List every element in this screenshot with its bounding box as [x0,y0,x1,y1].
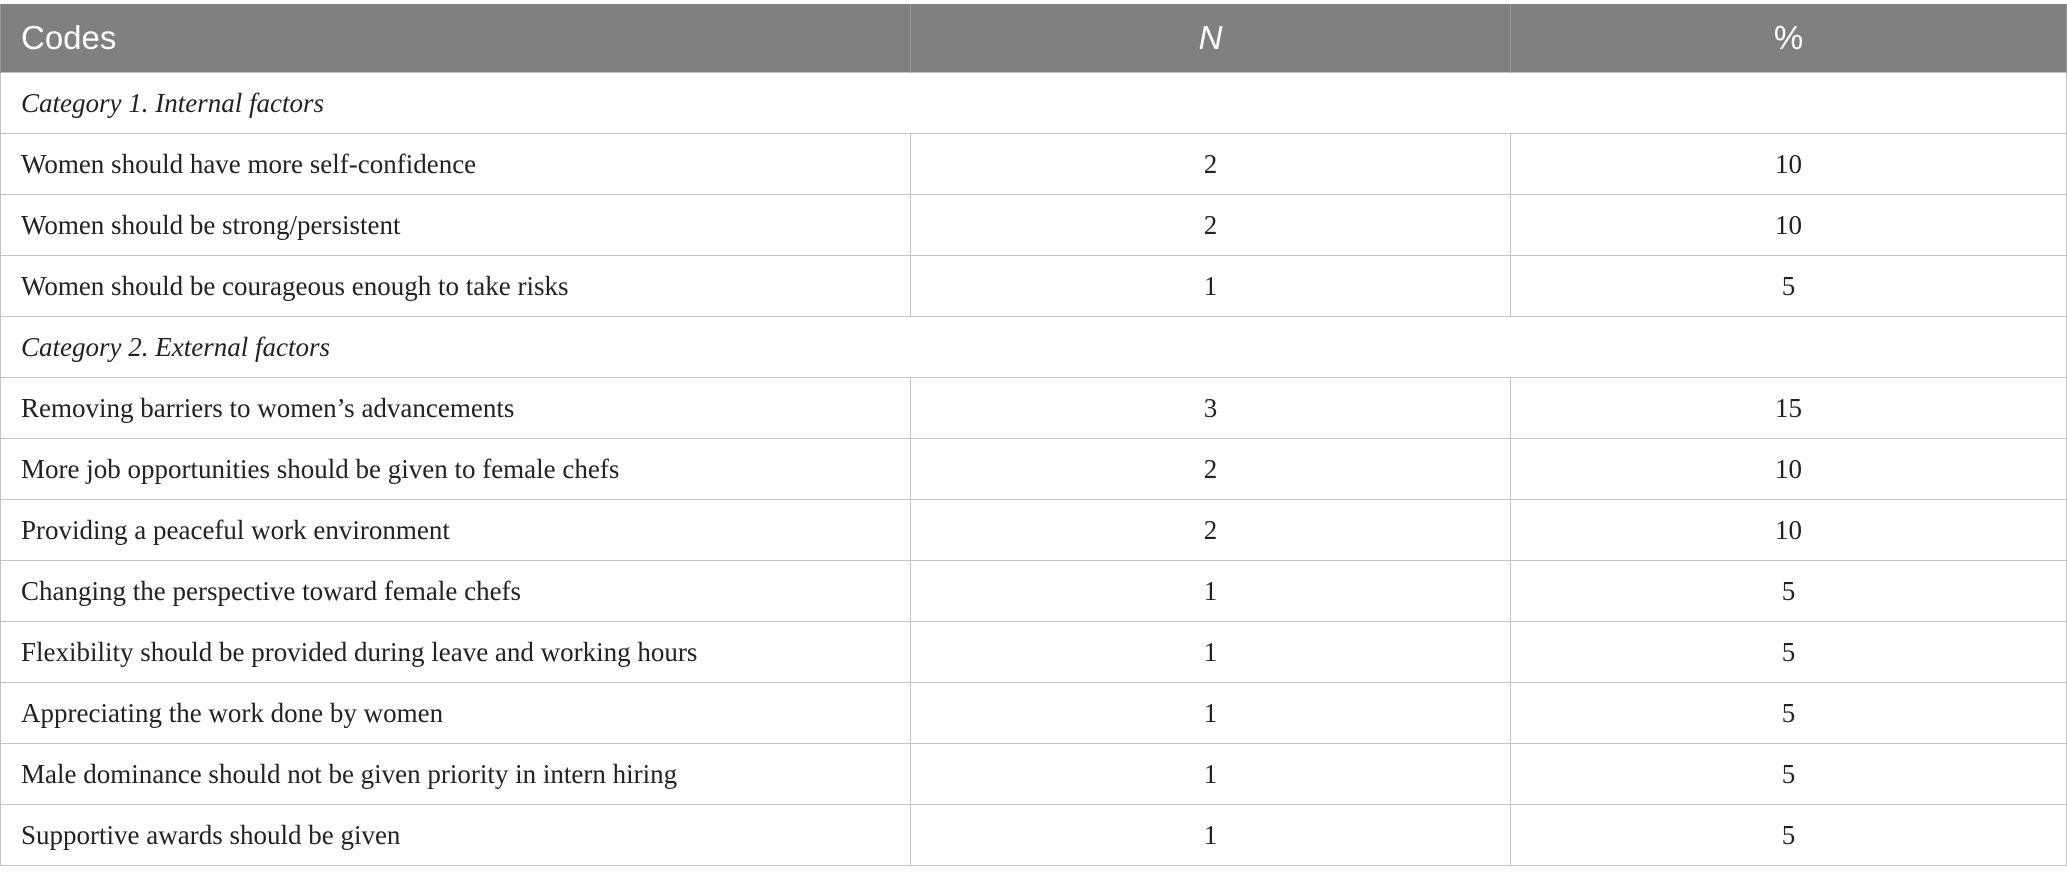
percent-cell: 10 [1511,439,2067,500]
percent-cell: 5 [1511,805,2067,866]
percent-cell: 5 [1511,683,2067,744]
category-title: Category 2. External factors [1,317,2067,378]
n-cell: 2 [911,439,1511,500]
header-percent: % [1511,4,2067,73]
percent-cell: 10 [1511,134,2067,195]
n-cell: 1 [911,683,1511,744]
code-cell: Male dominance should not be given priority in intern hiring [1,744,911,805]
code-cell: Women should be courageous enough to take risks [1,256,911,317]
percent-cell: 5 [1511,561,2067,622]
table-body [1,73,2067,866]
percent-cell: 5 [1511,256,2067,317]
header-row [1,4,2067,73]
category-title: Category 1. Internal factors [1,73,2067,134]
n-cell: 2 [911,195,1511,256]
table-row [1,744,2067,805]
percent-cell: 5 [1511,744,2067,805]
code-cell: Women should have more self-confidence [1,134,911,195]
table-row [1,256,2067,317]
code-cell: More job opportunities should be given to female chefs [1,439,911,500]
n-cell: 2 [911,134,1511,195]
code-cell: Women should be strong/persistent [1,195,911,256]
n-cell: 1 [911,805,1511,866]
codes-table-container [0,4,2066,866]
percent-cell: 10 [1511,500,2067,561]
category-row [1,317,2067,378]
header-n: N [911,4,1511,73]
table-row [1,195,2067,256]
table-row [1,683,2067,744]
table-row [1,378,2067,439]
table-row [1,622,2067,683]
table-row [1,561,2067,622]
code-cell: Changing the perspective toward female chefs [1,561,911,622]
n-cell: 2 [911,500,1511,561]
code-cell: Flexibility should be provided during leave and working hours [1,622,911,683]
code-cell: Removing barriers to women’s advancements [1,378,911,439]
code-cell: Appreciating the work done by women [1,683,911,744]
n-cell: 1 [911,744,1511,805]
percent-cell: 15 [1511,378,2067,439]
table-row [1,500,2067,561]
code-cell: Supportive awards should be given [1,805,911,866]
percent-cell: 5 [1511,622,2067,683]
n-cell: 3 [911,378,1511,439]
table-row [1,134,2067,195]
n-cell: 1 [911,561,1511,622]
code-cell: Providing a peaceful work environment [1,500,911,561]
category-row [1,73,2067,134]
table-header [1,4,2067,73]
table-row [1,805,2067,866]
header-codes: Codes [1,4,911,73]
table-row [1,439,2067,500]
n-cell: 1 [911,622,1511,683]
codes-table [0,4,2067,866]
n-cell: 1 [911,256,1511,317]
percent-cell: 10 [1511,195,2067,256]
